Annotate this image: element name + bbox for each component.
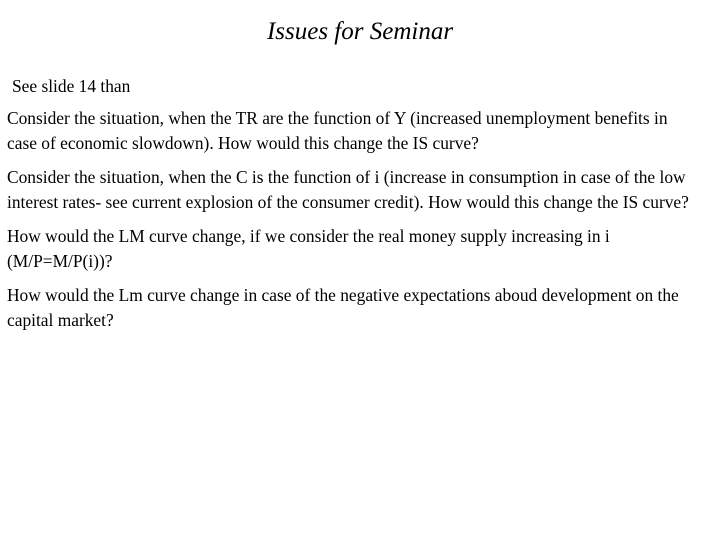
question-paragraph-1: Consider the situation, when the TR are the function of Y (increased unemployment benefits in case of economic slowdown). How would this change the IS curve? [7,108,668,153]
question-paragraph-2: Consider the situation, when the C is the function of i (increase in consumption in case of the low interest rates- see current explosion of the consumer credit). How would this change the IS curve? [7,167,689,212]
question-paragraph-4: How would the Lm curve change in case of the negative expectations aboud development on the capital market? [7,285,679,330]
slide-title: Issues for Seminar [266,18,454,45]
question-paragraph-3: How would the LM curve change, if we consider the real money supply increasing in i (M/P=M/P(i))? [7,226,610,271]
intro-note: See slide 14 than [12,76,131,96]
slide-body [7,74,697,342]
